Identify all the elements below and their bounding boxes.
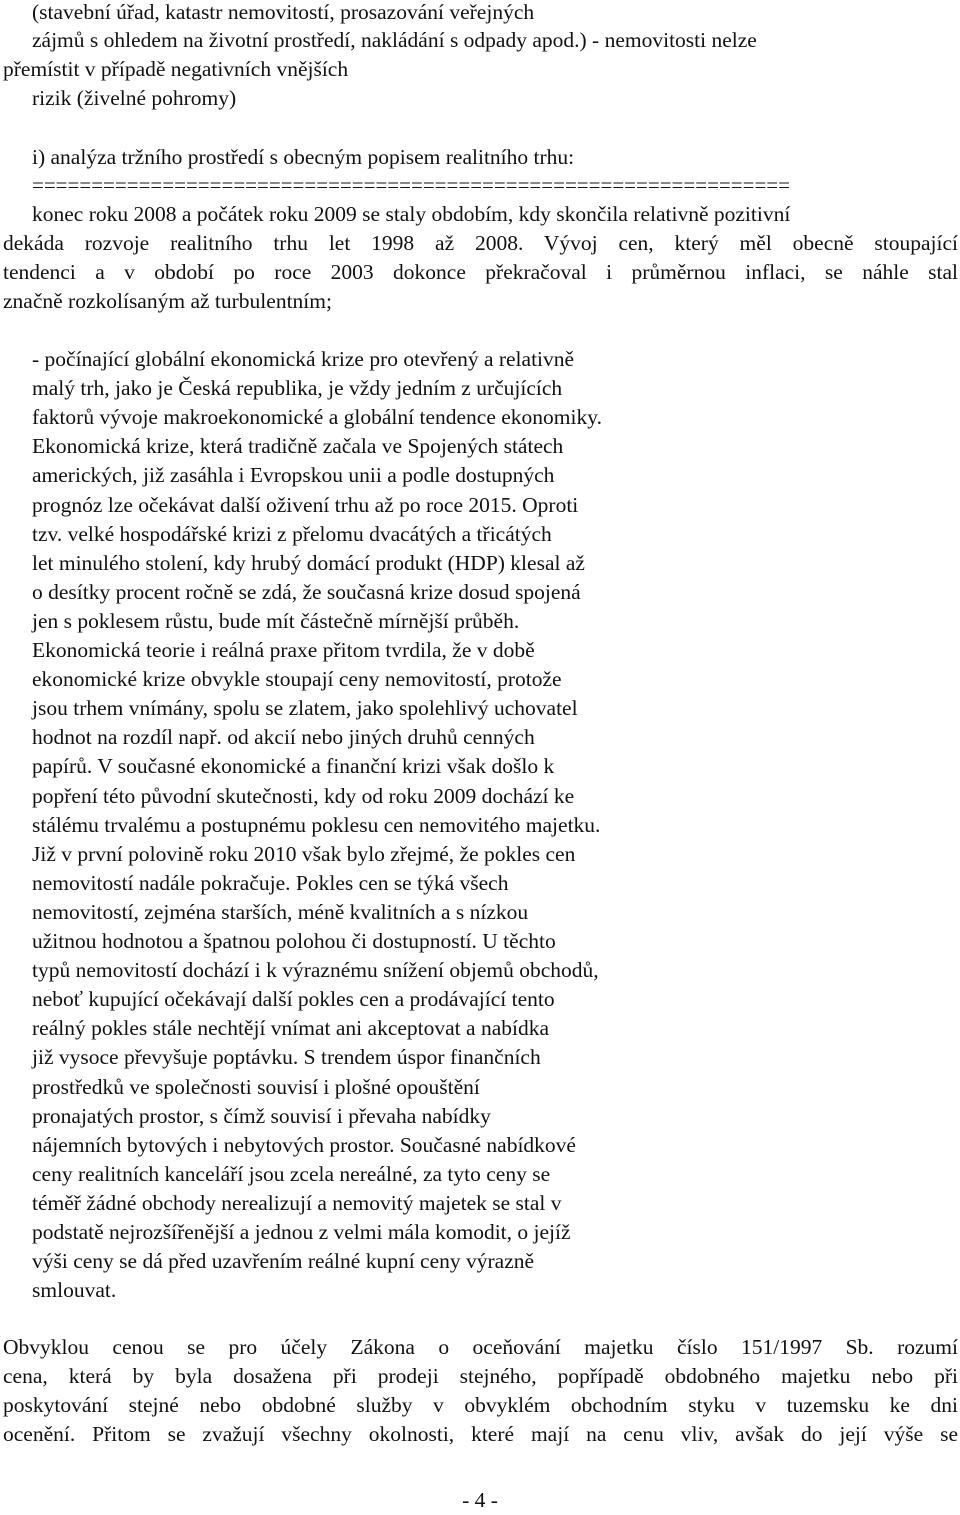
text-line: výši ceny se dá před uzavřením reálné kupní ceny výrazně xyxy=(32,1249,535,1274)
text-line: nájemních bytových i nebytových prostor. Současné nabídkové xyxy=(32,1132,576,1157)
text-line: (stavební úřad, katastr nemovitostí, prosazování veřejných xyxy=(32,0,535,24)
text-line: Obvyklou cenou se pro účely Zákona o oceňování majetku číslo 151/1997 Sb. rozumí xyxy=(3,1335,958,1359)
text-line: faktorů vývoje makroekonomické a globální tendence ekonomiky. xyxy=(32,405,602,430)
text-line: malý trh, jako je Česká republika, je vždy jedním z určujících xyxy=(32,376,563,401)
text-line: značně rozkolísaným až turbulentním; xyxy=(3,289,332,313)
text-line: téměř žádné obchody nerealizují a nemovitý majetek se stal v xyxy=(32,1190,562,1215)
text-line: tzv. velké hospodářské krizi z přelomu dvacátých a třicátých xyxy=(32,521,552,546)
text-line: přemístit v případě negativních vnějších xyxy=(3,57,349,81)
text-line: typů nemovitostí dochází i k výraznému snížení objemů obchodů, xyxy=(32,958,599,983)
text-line: pronajatých prostor, s čímž souvisí i převaha nabídky xyxy=(32,1103,491,1128)
text-line: zájmů s ohledem na životní prostředí, nakládání s odpady apod.) - nemovitosti nelze xyxy=(32,28,757,52)
text-line: papírů. V současné ekonomické a finanční krizi však došlo k xyxy=(32,754,555,779)
text-line: nemovitostí, zejména starších, méně kvalitních a s nízkou xyxy=(32,899,529,924)
text-line: ocenění. Přitom se zvažují všechny okolnosti, které mají na cenu vliv, avšak do její výše se xyxy=(3,1422,958,1446)
text-line: Ekonomická krize, která tradičně začala ve Spojených státech xyxy=(32,434,564,459)
text-line: reálný pokles stále nechtějí vnímat ani akceptovat a nabídka xyxy=(32,1016,549,1041)
text-line: tendenci a v období po roce 2003 dokonce překračoval i průměrnou inflaci, se náhle stal xyxy=(3,260,958,284)
text-line: neboť kupující očekávají další pokles cen a prodávající tento xyxy=(32,987,555,1012)
text-line: ceny realitních kanceláří jsou zcela nereálné, za tyto ceny se xyxy=(32,1161,551,1186)
page-number: - 4 - xyxy=(462,1488,498,1512)
text-line: jsou trhem vnímány, spolu se zlatem, jako spolehlivý uchovatel xyxy=(32,696,578,721)
text-line: podstatě nejrozšířenější a jednou z velmi mála komodit, o jejíž xyxy=(32,1220,571,1244)
text-line: smlouvat. xyxy=(32,1278,117,1303)
text-line: jen s poklesem růstu, bude mít částečně mírnější průběh. xyxy=(32,608,520,633)
text-line: prostředků ve společnosti souvisí i plošné opouštění xyxy=(32,1074,480,1099)
text-line: rizik (živelné pohromy) xyxy=(32,86,237,110)
text-line: nemovitostí nadále pokračuje. Pokles cen se týká všech xyxy=(32,870,509,895)
text-line: stálému trvalému a postupnému poklesu cen nemovitého majetku. xyxy=(32,812,601,837)
text-line: užitnou hodnotou a špatnou polohou či dostupností. U těchto xyxy=(32,929,556,953)
text-line: amerických, již zasáhla i Evropskou unii a podle dostupných xyxy=(32,463,555,488)
text-line: cena, která by byla dosažena při prodeji stejného, popřípadě obdobného majetku nebo při xyxy=(3,1364,958,1388)
separator-line: ================================================================ xyxy=(32,173,790,197)
text-line: již vysoce převyšuje poptávku. S trendem úspor finančních xyxy=(32,1045,541,1070)
text-line: Ekonomická teorie i reálná praxe přitom tvrdila, že v době xyxy=(32,638,535,662)
text-line: Již v první polovině roku 2010 však bylo zřejmé, že pokles cen xyxy=(32,841,576,866)
text-line: dekáda rozvoje realitního trhu let 1998 až 2008. Vývoj cen, který měl obecně stoupající xyxy=(3,231,958,255)
text-line: konec roku 2008 a počátek roku 2009 se staly obdobím, kdy skončila relativně pozitivní xyxy=(32,202,791,226)
section-heading: i) analýza tržního prostředí s obecným popisem realitního trhu: xyxy=(32,145,575,169)
text-line: - počínající globální ekonomická krize pro otevřený a relativně xyxy=(32,347,575,371)
text-line: prognóz lze očekávat další oživení trhu až po roce 2015. Oproti xyxy=(32,492,579,517)
text-line: hodnot na rozdíl např. od akcií nebo jiných druhů cenných xyxy=(32,725,535,750)
text-line: ekonomické krize obvykle stoupají ceny nemovitostí, protože xyxy=(32,667,562,692)
text-line: let minulého stolení, kdy hrubý domácí produkt (HDP) klesal až xyxy=(32,550,585,575)
text-line: o desítky procent ročně se zdá, že současná krize dosud spojená xyxy=(32,579,581,604)
text-line: poskytování stejné nebo obdobné služby v obvyklém obchodním styku v tuzemsku ke dni xyxy=(3,1393,958,1417)
text-line: popření této původní skutečnosti, kdy od roku 2009 dochází ke xyxy=(32,783,575,808)
